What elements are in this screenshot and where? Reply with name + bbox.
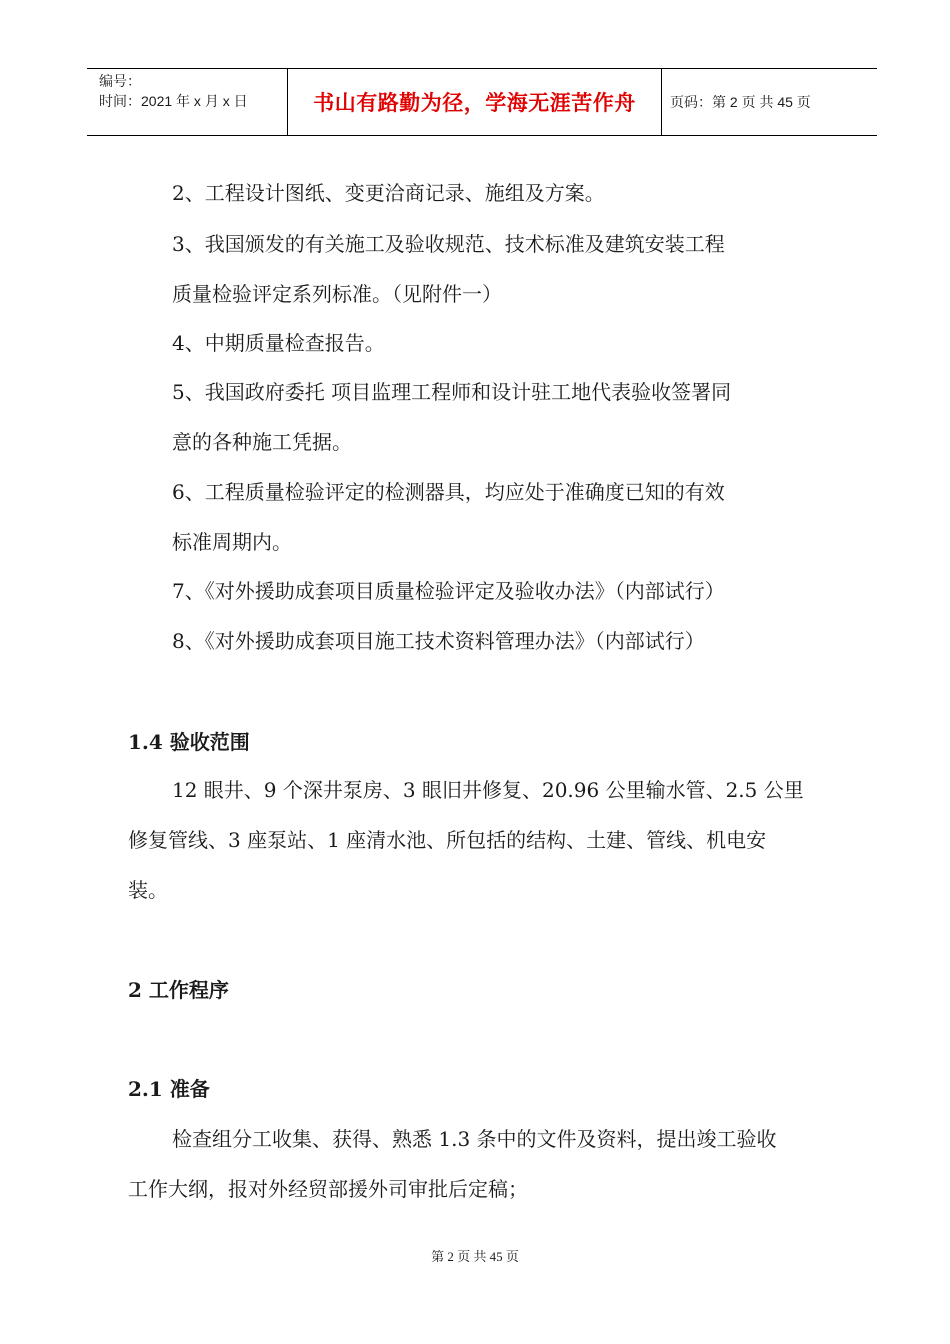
header-motto-cell xyxy=(288,69,662,135)
ref-item-6: 6、工程质量检验评定的检测器具，均应处于准确度已知的有效 xyxy=(172,480,725,504)
header-page-label: 页码：第 2 页 共 45 页 xyxy=(670,94,811,110)
section-1-4-line-1: 12 眼井、9 个深井泵房、3 眼旧井修复、20.96 公里输水管、2.5 公里 xyxy=(172,778,804,802)
number-label: 编号： xyxy=(99,73,141,89)
ref-item-3: 3、我国颁发的有关施工及验收规范、技术标准及建筑安装工程 xyxy=(172,232,725,256)
section-1-4-line-2: 修复管线、3 座泵站、1 座清水池、所包括的结构、土建、管线、机电安 xyxy=(128,828,767,852)
section-1-4-heading: 1.4 验收范围 xyxy=(128,730,250,754)
section-2-1-heading: 2.1 准备 xyxy=(128,1077,210,1101)
header-meta xyxy=(87,69,288,135)
time-label: 时间：2021 年 x 月 x 日 xyxy=(99,93,248,109)
header-motto: 书山有路勤为径，学海无涯苦作舟 xyxy=(313,91,636,115)
section-2-1-line-2: 工作大纲，报对外经贸部援外司审批后定稿； xyxy=(128,1177,528,1201)
header-page-cell xyxy=(662,69,877,135)
ref-item-3-cont: 质量检验评定系列标准。（见附件一） xyxy=(172,282,502,306)
ref-item-6-cont: 标准周期内。 xyxy=(172,530,292,554)
section-2-1-line-1: 检查组分工收集、获得、熟悉 1.3 条中的文件及资料，提出竣工验收 xyxy=(172,1127,777,1151)
ref-item-2: 2、工程设计图纸、变更洽商记录、施组及方案。 xyxy=(172,181,605,205)
ref-item-5: 5、我国政府委托 项目监理工程师和设计驻工地代表验收签署同 xyxy=(172,380,732,404)
ref-item-4: 4、中期质量检查报告。 xyxy=(172,331,385,355)
section-1-4-line-3: 装。 xyxy=(128,878,168,902)
section-2-heading: 2 工作程序 xyxy=(128,978,229,1002)
ref-item-7: 7、《对外援助成套项目质量检验评定及验收办法》（内部试行） xyxy=(172,579,725,603)
ref-item-5-cont: 意的各种施工凭据。 xyxy=(172,430,352,454)
page-header xyxy=(87,68,877,136)
ref-item-8: 8、《对外援助成套项目施工技术资料管理办法》（内部试行） xyxy=(172,629,705,653)
page-footer: 第 2 页 共 45 页 xyxy=(431,1249,519,1264)
